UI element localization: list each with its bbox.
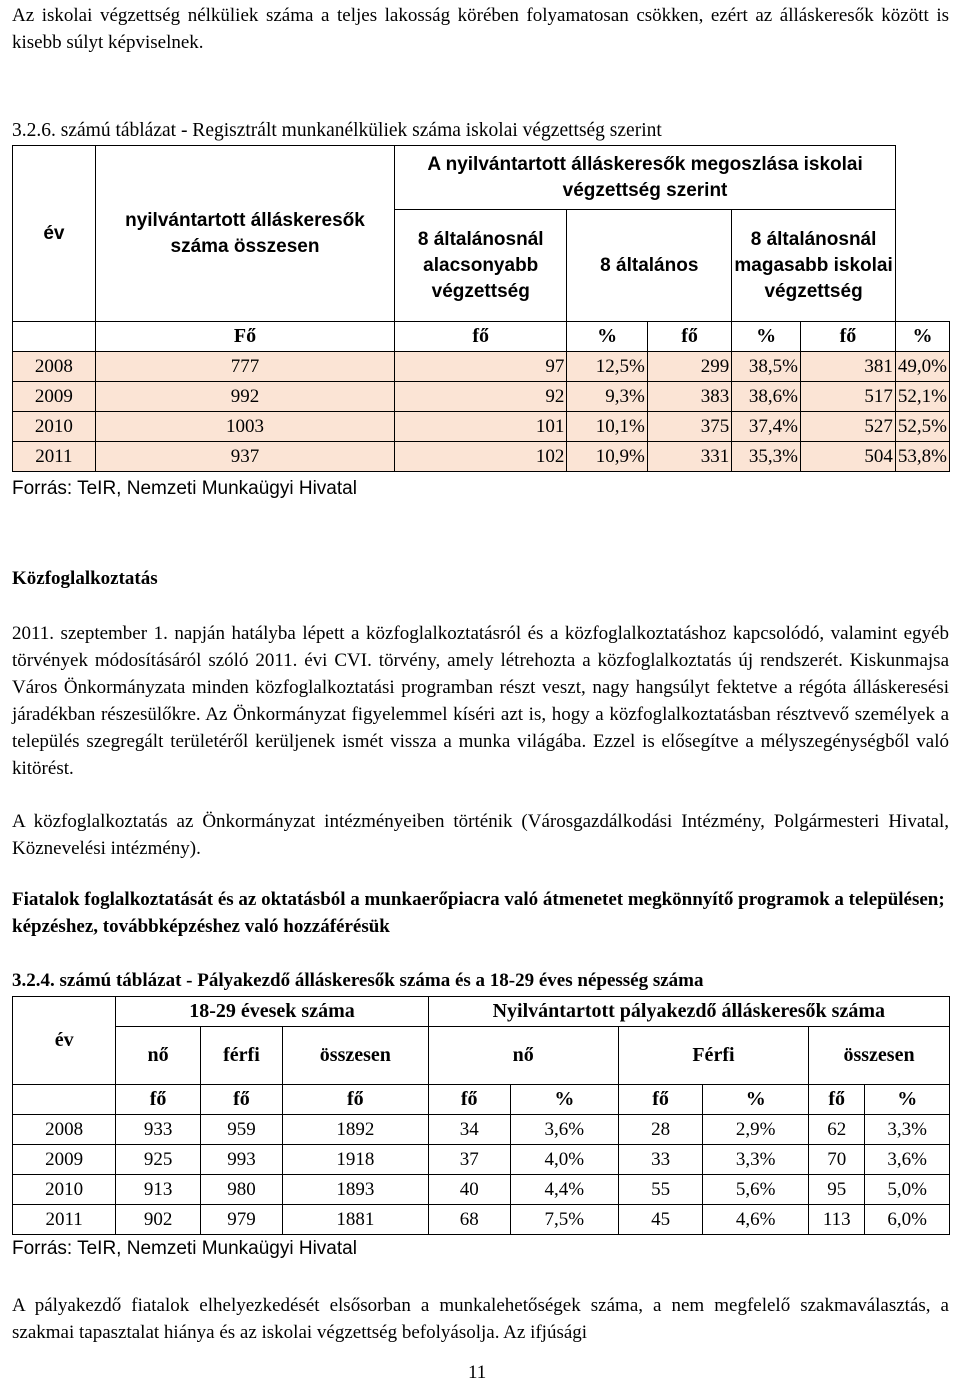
cell: 4,4% (510, 1175, 618, 1205)
cell-total: 937 (95, 442, 394, 472)
cell: 959 (200, 1115, 282, 1145)
kozfoglalkoztatas-paragraph-1: 2011. szeptember 1. napján hatályba lépett a közfoglalkoztatásról és a közfoglalkoztatáshoz kapcsolódó, valamint egyéb törvények módosításáról szóló 2011. évi CVI. törvény, amely létrehozta a közfoglalkoztatás új rendszerét. Kiskunmajsa Város Önkormányzata minden közfoglalkoztatási programban részt veszt, nagy hangsúlyt fektetve a régóta álláskeresési járadékban részesülőkre. Az Önkormányzat figyelemmel kíséri azt is, hogy a közfoglalkoztatásban résztvevő személyek a település szegregált területéről kerüljenek ismét vissza a munka világába. Ezzel is elősegítve a mélyszegénységből való kitörést. (12, 623, 949, 779)
unit-cell: fő (428, 1085, 510, 1115)
header-sum: összesen (283, 1027, 429, 1085)
outro-paragraph: A pályakezdő fiatalok elhelyezkedését elsősorban a munkalehetőségek száma, a nem megfelelő szakmaválasztás, a szakmai tapasztalat hiánya és az iskolai végzettség befolyásolja. Az ifjúsági (12, 1295, 949, 1343)
cell: 7,5% (510, 1205, 618, 1235)
cell: 2,9% (703, 1115, 809, 1145)
cell-low-count: 102 (395, 442, 567, 472)
table-row (13, 352, 950, 382)
cell: 28 (618, 1115, 703, 1145)
cell-eight-pct: 37,4% (732, 412, 801, 442)
cell: 1918 (283, 1145, 429, 1175)
cell-eight-pct: 38,6% (732, 382, 801, 412)
header-year: év (13, 997, 116, 1085)
cell-low-count: 92 (395, 382, 567, 412)
table-row (13, 382, 950, 412)
unit-cell: fő (395, 322, 567, 352)
cell-low-pct: 10,1% (567, 412, 648, 442)
unit-cell: fő (647, 322, 731, 352)
cell: 34 (428, 1115, 510, 1145)
cell-eight-count: 299 (647, 352, 731, 382)
cell-year: 2008 (13, 352, 96, 382)
header-total: nyilvántartott álláskeresők száma összesen (95, 146, 394, 322)
cell: 33 (618, 1145, 703, 1175)
cell: 902 (116, 1205, 201, 1235)
cell: 5,6% (703, 1175, 809, 1205)
table-row (13, 1205, 950, 1235)
units-row (13, 322, 950, 352)
intro-paragraph: Az iskolai végzettség nélküliek száma a teljes lakosság körében folyamatosan csökken, ezért az álláskeresők között is kisebb súlyt képviselnek. (12, 5, 949, 53)
table-row (13, 1115, 950, 1145)
cell: 45 (618, 1205, 703, 1235)
table1-source: Forrás: TeIR, Nemzeti Munkaügyi Hivatal (12, 478, 357, 499)
cell-low-pct: 12,5% (567, 352, 648, 382)
cell: 70 (809, 1145, 865, 1175)
header-above-8: 8 általánosnál magasabb iskolai végzettség (732, 210, 896, 322)
cell-high-count: 381 (801, 352, 896, 382)
cell-high-count: 517 (801, 382, 896, 412)
header-female-starters: nő (428, 1027, 618, 1085)
unit-cell: % (865, 1085, 950, 1115)
cell: 979 (200, 1205, 282, 1235)
unit-cell: % (567, 322, 648, 352)
cell-year: 2011 (13, 1205, 116, 1235)
page-number: 11 (468, 1362, 487, 1383)
unit-cell: fő (200, 1085, 282, 1115)
cell: 5,0% (865, 1175, 950, 1205)
header-female: nő (116, 1027, 201, 1085)
cell: 3,3% (865, 1115, 950, 1145)
header-below-8: 8 általánosnál alacsonyabb végzettség (395, 210, 567, 322)
cell: 40 (428, 1175, 510, 1205)
cell: 1881 (283, 1205, 429, 1235)
cell-year: 2010 (13, 1175, 116, 1205)
cell-year: 2008 (13, 1115, 116, 1145)
cell-high-count: 504 (801, 442, 896, 472)
table-young-jobseekers (12, 996, 950, 1235)
header-8-general: 8 általános (567, 210, 732, 322)
cell-year: 2009 (13, 1145, 116, 1175)
cell: 4,0% (510, 1145, 618, 1175)
cell-eight-count: 375 (647, 412, 731, 442)
unit-cell: % (510, 1085, 618, 1115)
cell: 3,6% (510, 1115, 618, 1145)
cell-high-pct: 52,1% (895, 382, 949, 412)
cell-year: 2010 (13, 412, 96, 442)
unit-cell: % (703, 1085, 809, 1115)
table2-caption: 3.2.4. számú táblázat - Pályakezdő álláskeresők száma és a 18-29 éves népesség száma (12, 970, 704, 991)
cell: 68 (428, 1205, 510, 1235)
cell-low-pct: 9,3% (567, 382, 648, 412)
cell: 3,3% (703, 1145, 809, 1175)
header-sum-starters: összesen (809, 1027, 950, 1085)
cell-high-pct: 49,0% (895, 352, 949, 382)
cell-eight-count: 331 (647, 442, 731, 472)
header-male-starters: Férfi (618, 1027, 808, 1085)
unit-cell: Fő (95, 322, 394, 352)
table-row (13, 1145, 950, 1175)
cell-high-pct: 52,5% (895, 412, 949, 442)
cell: 993 (200, 1145, 282, 1175)
units-row (13, 1085, 950, 1115)
cell-low-count: 101 (395, 412, 567, 442)
cell: 933 (116, 1115, 201, 1145)
cell-high-count: 527 (801, 412, 896, 442)
table-row (13, 1175, 950, 1205)
cell: 4,6% (703, 1205, 809, 1235)
cell-low-pct: 10,9% (567, 442, 648, 472)
cell: 913 (116, 1175, 201, 1205)
cell: 37 (428, 1145, 510, 1175)
cell: 113 (809, 1205, 865, 1235)
cell-eight-pct: 38,5% (732, 352, 801, 382)
unit-cell: fő (283, 1085, 429, 1115)
kozfoglalkoztatas-title: Közfoglalkoztatás (12, 568, 158, 589)
header-career-starters: Nyilvántartott pályakezdő álláskeresők száma (428, 997, 949, 1027)
cell: 1892 (283, 1115, 429, 1145)
cell-year: 2011 (13, 442, 96, 472)
table-row (13, 412, 950, 442)
cell: 55 (618, 1175, 703, 1205)
cell-total: 1003 (95, 412, 394, 442)
fiatalok-title: Fiatalok foglalkoztatását és az oktatásból a munkaerőpiacra való átmenetet megkönnyítő programok a településen; képzéshez, továbbképzéshez való hozzáférésük (12, 889, 945, 937)
cell-eight-count: 383 (647, 382, 731, 412)
table2-source: Forrás: TeIR, Nemzeti Munkaügyi Hivatal (12, 1238, 357, 1259)
cell: 980 (200, 1175, 282, 1205)
header-male: férfi (200, 1027, 282, 1085)
unit-cell: % (895, 322, 949, 352)
unit-cell: fő (116, 1085, 201, 1115)
cell-high-pct: 53,8% (895, 442, 949, 472)
cell: 6,0% (865, 1205, 950, 1235)
cell-total: 992 (95, 382, 394, 412)
header-18-29: 18-29 évesek száma (116, 997, 428, 1027)
table-unemployed-by-education (12, 145, 950, 472)
cell-eight-pct: 35,3% (732, 442, 801, 472)
unit-cell: fő (801, 322, 896, 352)
unit-cell: % (732, 322, 801, 352)
cell-total: 777 (95, 352, 394, 382)
unit-cell: fő (618, 1085, 703, 1115)
cell: 95 (809, 1175, 865, 1205)
kozfoglalkoztatas-paragraph-2: A közfoglalkoztatás az Önkormányzat intézményeiben történik (Városgazdálkodási Intézmény, Polgármesteri Hivatal, Köznevelési intézmény). (12, 811, 949, 859)
cell-low-count: 97 (395, 352, 567, 382)
cell-year: 2009 (13, 382, 96, 412)
header-distribution: A nyilvántartott álláskeresők megoszlása iskolai végzettség szerint (395, 146, 896, 210)
cell: 925 (116, 1145, 201, 1175)
cell: 62 (809, 1115, 865, 1145)
header-year: év (13, 146, 96, 322)
cell: 3,6% (865, 1145, 950, 1175)
cell: 1893 (283, 1175, 429, 1205)
table-row (13, 442, 950, 472)
table1-caption: 3.2.6. számú táblázat - Regisztrált munkanélküliek száma iskolai végzettség szerint (12, 120, 662, 141)
unit-cell: fő (809, 1085, 865, 1115)
